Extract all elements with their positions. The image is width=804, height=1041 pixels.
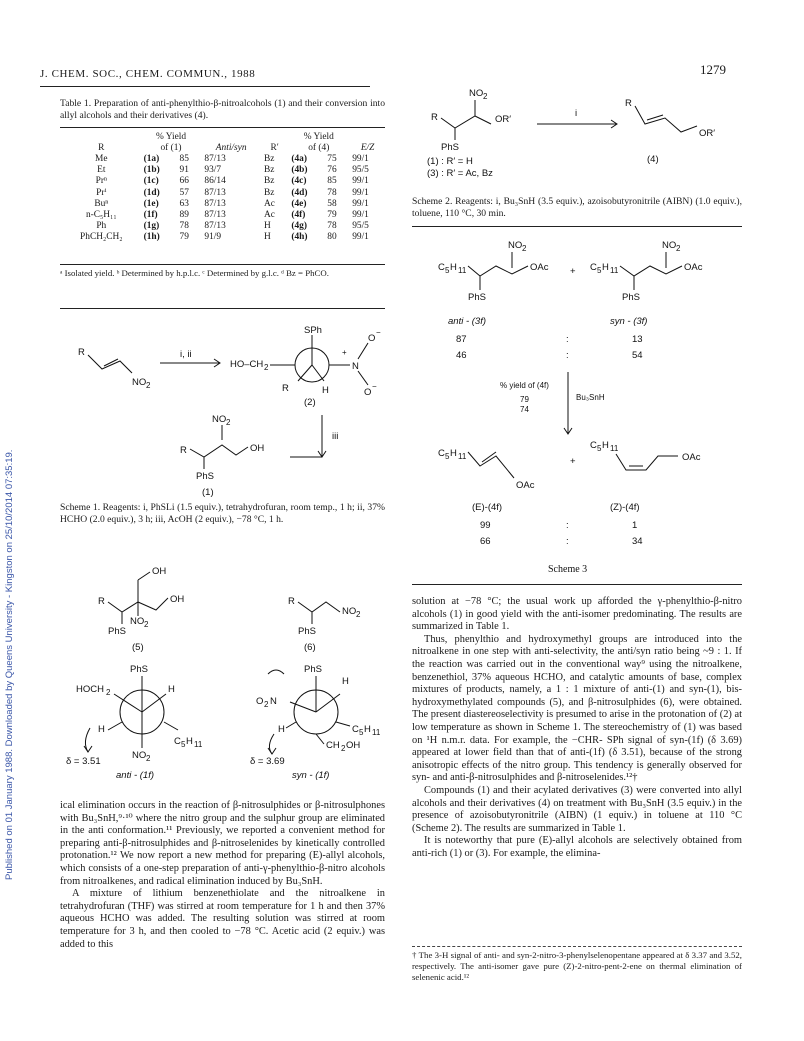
- table-cell: 91: [179, 165, 189, 176]
- stereo-structures: [60, 562, 390, 782]
- right-para-4: It is noteworthy that pure (E)-allyl alcohols are selectively obtained from anti-rich (1) or (3). For example, the elimina-: [412, 835, 742, 859]
- svg-text:H: H: [602, 440, 609, 451]
- svg-text:SPh: SPh: [304, 325, 322, 336]
- ratio1-colon: :: [566, 334, 569, 345]
- svg-text:NO: NO: [132, 750, 147, 761]
- col-r: R: [98, 143, 105, 153]
- svg-text:2: 2: [341, 744, 346, 753]
- table-cell: Et: [97, 165, 106, 176]
- svg-text:H: H: [450, 448, 457, 459]
- table-cell: (4c): [291, 176, 307, 187]
- scheme3-diagram: [420, 238, 750, 578]
- ratio3-colon: :: [566, 520, 569, 531]
- table-cell: (4h): [291, 232, 308, 243]
- ratio4-z: 34: [632, 536, 643, 547]
- svg-text:PhS: PhS: [130, 664, 148, 675]
- svg-text:O: O: [368, 333, 376, 344]
- ratio1-syn: 13: [632, 334, 643, 345]
- table-cell: (1a): [143, 154, 160, 164]
- svg-text:−: −: [376, 328, 381, 337]
- svg-text:C: C: [352, 724, 359, 735]
- table-row: [62, 154, 386, 165]
- cpd6-label: (6): [304, 642, 316, 653]
- svg-text:NO: NO: [662, 240, 677, 251]
- download-note: Published on 01 January 1988. Downloaded by Queens University - Kingston on 25/10/2014 07:35:19.: [4, 449, 15, 880]
- cpd2-label: (2): [304, 397, 316, 408]
- left-para-2: A mixture of lithium benzenethiolate and the nitroalkene in tetrahydrofuran (THF) was stirred at room temperature for 1 h and then 37% aqueous HCHO was added. The resulting solution was stirred at room temperature for 3 h, and then cooled to −78 °C. Acetic acid (2 equiv.) was added to this: [60, 888, 385, 950]
- svg-text:H: H: [98, 724, 105, 735]
- table-cell: 99/1: [352, 210, 369, 221]
- table-cell: Bz: [263, 154, 275, 164]
- svg-text:OAc: OAc: [682, 452, 701, 463]
- yield-74: 74: [520, 405, 529, 414]
- table-cell: Buⁿ: [94, 198, 109, 209]
- svg-text:PhS: PhS: [468, 292, 486, 303]
- svg-text:−: −: [372, 382, 377, 391]
- svg-text:5: 5: [181, 740, 186, 749]
- syn-3f-label: syn - (3f): [610, 316, 648, 327]
- svg-text:2: 2: [264, 700, 269, 709]
- scheme2-reagent-label: i: [575, 108, 578, 119]
- table-cell: (4e): [291, 198, 307, 209]
- svg-text:5: 5: [445, 266, 450, 275]
- svg-text:OR′: OR′: [699, 128, 716, 139]
- ratio3-e: 99: [480, 520, 491, 531]
- svg-text:C: C: [438, 448, 445, 459]
- svg-text:5: 5: [597, 444, 602, 453]
- svg-text:11: 11: [458, 452, 467, 461]
- table-cell: (1b): [143, 165, 160, 176]
- table-cell: n-C₅H₁₁: [85, 210, 117, 221]
- svg-text:11: 11: [372, 728, 381, 737]
- table-cell: (4f): [291, 210, 306, 221]
- table-cell: 66: [179, 176, 189, 187]
- svg-text:NO: NO: [342, 606, 357, 617]
- scheme1-diagram: [60, 325, 390, 500]
- svg-text:11: 11: [458, 266, 467, 275]
- svg-text:R: R: [78, 347, 85, 358]
- table-cell: H: [263, 221, 271, 232]
- table-cell: 89: [179, 210, 189, 221]
- col-antisyn: Anti/syn: [215, 143, 247, 153]
- table-cell: 99/1: [352, 198, 369, 209]
- svg-text:OAc: OAc: [516, 480, 535, 491]
- svg-text:H: H: [364, 724, 371, 735]
- ratio4-colon: :: [566, 536, 569, 547]
- svg-text:R: R: [288, 596, 295, 607]
- table-cell: 91/9: [204, 232, 222, 243]
- scheme3-rule: [412, 584, 742, 585]
- anti-3f-label: anti - (3f): [448, 316, 487, 327]
- svg-text:PhS: PhS: [441, 142, 459, 153]
- cpd5-label: (5): [132, 642, 144, 653]
- svg-text:+: +: [342, 348, 347, 357]
- svg-text:HO–CH: HO–CH: [230, 359, 264, 370]
- svg-text:2: 2: [106, 688, 111, 697]
- svg-text:11: 11: [194, 740, 203, 749]
- header-rule: [40, 86, 370, 87]
- table1: [62, 132, 386, 244]
- svg-text:O: O: [256, 696, 264, 707]
- table-cell: 87/13: [204, 210, 226, 221]
- running-header: J. CHEM. SOC., CHEM. COMMUN., 1988: [40, 68, 256, 80]
- e-4f-label: (E)-(4f): [472, 502, 503, 513]
- left-column-text: [60, 800, 385, 951]
- bu3snh-label: Bu₃SnH: [576, 393, 605, 402]
- svg-text:R: R: [625, 98, 632, 109]
- footnote-rule: [412, 946, 742, 947]
- svg-text:C: C: [174, 736, 181, 747]
- table-row: [62, 210, 386, 221]
- table-cell: Me: [95, 154, 108, 164]
- svg-text:OAc: OAc: [684, 262, 703, 273]
- table-cell: 93/7: [204, 165, 222, 176]
- col-of1: of (1): [160, 143, 182, 153]
- left-para-1: ical elimination occurs in the reaction of β-nitrosulphides or β-nitrosulphones with Bu₃SnH,⁹·¹⁰ where the nitro group and the sulphur group are eliminated in the anti conformation.¹¹ Previously, we reported a convenient method for preparing anti-β-nitrosulphides and β-nitroselenides by kinetically controlled protonation.¹² We now report a new method for preparing (E)-allyl alcohols, which consists of a one-step preparation of anti-γ-phenylthio-β-nitro alcohols from nitroalkenes, and radical elimination induced by Bu₃SnH.: [60, 800, 385, 887]
- svg-text:N: N: [352, 361, 359, 372]
- table-cell: 79: [179, 232, 189, 243]
- scheme1-caption: Scheme 1. Reagents: i, PhSLi (1.5 equiv.), tetrahydrofuran, room temp., 1 h; ii, 37% HCHO (2.0 equiv.), 3 h; iii, AcOH (2 equiv.), −78 °C, 1 h.: [60, 502, 385, 525]
- svg-text:C: C: [590, 440, 597, 451]
- svg-text:5: 5: [445, 452, 450, 461]
- svg-text:C: C: [590, 262, 597, 273]
- ratio2-colon: :: [566, 350, 569, 361]
- svg-text:11: 11: [610, 444, 619, 453]
- col-of4: of (4): [308, 143, 330, 153]
- table-cell: 87/13: [204, 221, 226, 232]
- table-cell: Bz: [263, 165, 275, 176]
- svg-text:H: H: [186, 736, 193, 747]
- table-cell: 87/13: [204, 154, 226, 164]
- table-cell: 58: [327, 198, 337, 209]
- cpd4-label: (4): [647, 154, 659, 165]
- svg-text:R: R: [180, 445, 187, 456]
- table-row: [62, 232, 386, 243]
- svg-text:5: 5: [359, 728, 364, 737]
- table-cell: (1f): [143, 210, 158, 221]
- table-cell: (1e): [143, 198, 159, 209]
- svg-text:NO: NO: [130, 616, 145, 627]
- scheme3-title: Scheme 3: [548, 564, 588, 575]
- ratio2-syn: 54: [632, 350, 643, 361]
- svg-text:R: R: [282, 383, 289, 394]
- right-para-2: Thus, phenylthio and hydroxymethyl groups are introduced into the nitroalkene in one step with anti-selectivity, the anti/syn ratio being ~9 : 1. If the reaction was carried out in the conventional way⁹ using the nitroalkene, benzenethiol, 37% aqueous HCHO, and catalytic amounts of base, complex mixtures of products, namely, a 1 : 1 mixture of anti-(1) and syn-(1), bis-hydroxymethylated compounds (5), and β-nitrosulphides (6), were obtained. The present diastereoselectivity is presumed to arise in the protonation of (2) at low temperature as shown in Scheme 1. The stereochemistry of (1) was based on ¹H n.m.r. data. For example, the −CHR- SPh signal of syn-(1f) (δ 3.69) appeared at lower field than that of anti-(1f) (δ 3.51), because of the strong anisotropic effects of the nitro group. This tendency is generally observed for syn- and anti-β-nitrosulphides and β-nitroselenides.¹²†: [412, 633, 742, 784]
- table-cell: 80: [327, 232, 337, 243]
- table-cell: 57: [179, 187, 189, 198]
- ratio1-anti: 87: [456, 334, 467, 345]
- svg-text:11: 11: [610, 266, 619, 275]
- svg-text:NO: NO: [132, 377, 147, 388]
- right-column-text: [412, 596, 742, 860]
- table-cell: 87/13: [204, 187, 226, 198]
- right-para-1: solution at −78 °C; the usual work up afforded the γ-phenylthio-β-nitro alcohols (1) in good yield with the anti-isomer predominating. The results are summarized in Table 1.: [412, 596, 742, 633]
- svg-text:2: 2: [264, 363, 269, 372]
- table-cell: 86/14: [204, 176, 226, 187]
- svg-text:HOCH: HOCH: [76, 684, 104, 695]
- svg-text:2: 2: [146, 754, 151, 763]
- svg-text:OAc: OAc: [530, 262, 549, 273]
- svg-text:2: 2: [483, 92, 488, 101]
- svg-text:PhS: PhS: [304, 664, 322, 675]
- svg-text:CH: CH: [326, 740, 340, 751]
- svg-text:R: R: [431, 112, 438, 123]
- table-cell: 78: [327, 221, 337, 232]
- svg-text:OH: OH: [250, 443, 265, 454]
- table-cell: 95/5: [352, 165, 369, 176]
- col-ez: E/Z: [360, 143, 375, 153]
- svg-text:OR′: OR′: [495, 114, 512, 125]
- table1-title: Table 1. Preparation of anti-phenylthio-β-nitroalcohols (1) and their conversion into allyl alcohols and their derivatives (4).: [60, 98, 385, 121]
- scheme2-line3: (3) : R′ = Ac, Bz: [427, 168, 493, 179]
- svg-text:O: O: [364, 387, 372, 398]
- svg-text:OH: OH: [152, 566, 167, 577]
- svg-text:H: H: [450, 262, 457, 273]
- table1-end-rule: [60, 308, 385, 309]
- svg-text:PhS: PhS: [298, 626, 316, 637]
- table-cell: 63: [179, 198, 189, 209]
- table-cell: (1h): [143, 232, 160, 243]
- svg-text:NO: NO: [508, 240, 523, 251]
- svg-text:PhS: PhS: [196, 471, 214, 482]
- table-row: [62, 188, 386, 199]
- right-para-3: Compounds (1) and their acylated derivatives (3) were converted into allyl alcohols and their derivatives (4) on treatment with Bu₃SnH (3.5 equiv.) in the presence of azoisobutyronitrile (AIBN) (1 equiv.) in toluene at 110 °C (Scheme 2). The results are summarized in Table 1.: [412, 784, 742, 834]
- table-cell: (4d): [291, 187, 308, 198]
- svg-text:OH: OH: [170, 594, 185, 605]
- scheme2-rule: [412, 226, 742, 227]
- syn-newman-label: syn - (1f): [292, 770, 330, 781]
- table1-top-rule: [60, 127, 385, 128]
- svg-text:H: H: [278, 724, 285, 735]
- table-row: [62, 176, 386, 187]
- scheme2-diagram: [425, 88, 745, 178]
- scheme1-reagents-label: i, ii: [180, 349, 192, 360]
- anti-shift: δ = 3.51: [66, 756, 101, 767]
- download-watermark: [2, 180, 16, 880]
- table-cell: PhCH₂CH₂: [80, 232, 123, 243]
- ratio4-e: 66: [480, 536, 491, 547]
- nitroalkene-skeleton: [88, 355, 132, 373]
- page-number: 1279: [700, 62, 726, 77]
- table-cell: (1g): [143, 221, 160, 232]
- z-4f-label: (Z)-(4f): [610, 502, 640, 513]
- svg-text:2: 2: [226, 418, 231, 427]
- table-cell: Bz: [263, 176, 275, 187]
- table-row: [62, 199, 386, 210]
- table-cell: Ac: [263, 198, 275, 209]
- table-cell: H: [263, 232, 271, 243]
- svg-text:+: +: [570, 456, 576, 467]
- table-cell: (4g): [291, 221, 307, 232]
- table-cell: 99/1: [352, 176, 369, 187]
- syn-shift: δ = 3.69: [250, 756, 285, 767]
- table-cell: (4b): [291, 165, 308, 176]
- svg-text:PhS: PhS: [622, 292, 640, 303]
- svg-text:NO: NO: [469, 88, 484, 99]
- table-cell: (4a): [291, 154, 307, 164]
- table-cell: 76: [327, 165, 337, 176]
- yield-4f-label: % yield of (4f): [500, 381, 549, 390]
- table-cell: 87/13: [204, 198, 226, 209]
- table-cell: Prⁱ: [96, 187, 107, 198]
- table1-bottom-rule: [60, 264, 385, 265]
- yield-79: 79: [520, 395, 529, 404]
- col-yield1: % Yield: [155, 132, 187, 142]
- table-cell: Prⁿ: [95, 176, 107, 187]
- table-cell: 99/1: [352, 154, 369, 164]
- svg-text:+: +: [570, 266, 576, 277]
- svg-text:NO: NO: [212, 414, 227, 425]
- ratio2-anti: 46: [456, 350, 467, 361]
- scheme1-step3-label: iii: [332, 431, 339, 442]
- svg-text:2: 2: [676, 244, 681, 253]
- svg-text:C: C: [438, 262, 445, 273]
- svg-text:N: N: [270, 696, 277, 707]
- table-cell: Bz: [263, 187, 275, 198]
- svg-text:2: 2: [522, 244, 527, 253]
- svg-text:R: R: [98, 596, 105, 607]
- svg-text:2: 2: [144, 620, 149, 629]
- table-cell: 78: [179, 221, 189, 232]
- table-cell: 75: [327, 154, 337, 164]
- col-yield4: % Yield: [303, 132, 334, 142]
- table-cell: 99/1: [352, 187, 369, 198]
- table-cell: 78: [327, 187, 337, 198]
- table-cell: 85: [327, 176, 337, 187]
- scheme2-caption: Scheme 2. Reagents: i, Bu₃SnH (3.5 equiv.), azoisobutyronitrile (AIBN) (1.0 equiv.), toluene, 110 °C, 30 min.: [412, 196, 742, 219]
- col-rprime: R′: [270, 143, 279, 153]
- footnote: † The 3-H signal of anti- and syn-2-nitro-3-phenylselenopentane appeared at δ 3.37 and 3.52, respectively. The anti-isomer gave pure (Z)-2-nitro-pent-2-ene on thermal elimination of selenenic acid.¹²: [412, 950, 742, 982]
- svg-text:OH: OH: [346, 740, 361, 751]
- table1-footnote: ᵃ Isolated yield. ᵇ Determined by h.p.l.c. ᶜ Determined by g.l.c. ᵈ Bz = PhCO.: [60, 268, 329, 278]
- svg-text:H: H: [602, 262, 609, 273]
- svg-text:2: 2: [146, 381, 151, 390]
- table-cell: 95/5: [352, 221, 369, 232]
- scheme2-line1: (1) : R′ = H: [427, 156, 473, 167]
- svg-text:PhS: PhS: [108, 626, 126, 637]
- table-row: [62, 221, 386, 232]
- table-row: [62, 165, 386, 176]
- svg-text:H: H: [168, 684, 175, 695]
- anti-newman-label: anti - (1f): [116, 770, 155, 781]
- svg-text:5: 5: [597, 266, 602, 275]
- svg-text:H: H: [342, 676, 349, 687]
- table-cell: 99/1: [352, 232, 369, 243]
- cpd1-label: (1): [202, 487, 214, 498]
- table-cell: Ac: [263, 210, 275, 221]
- svg-text:2: 2: [356, 610, 361, 619]
- table-cell: Ph: [96, 221, 107, 232]
- table-cell: (1d): [143, 187, 160, 198]
- table-cell: 79: [327, 210, 337, 221]
- table-cell: (1c): [143, 176, 159, 187]
- svg-text:H: H: [322, 385, 329, 396]
- table-cell: 85: [179, 154, 189, 164]
- ratio3-z: 1: [632, 520, 638, 531]
